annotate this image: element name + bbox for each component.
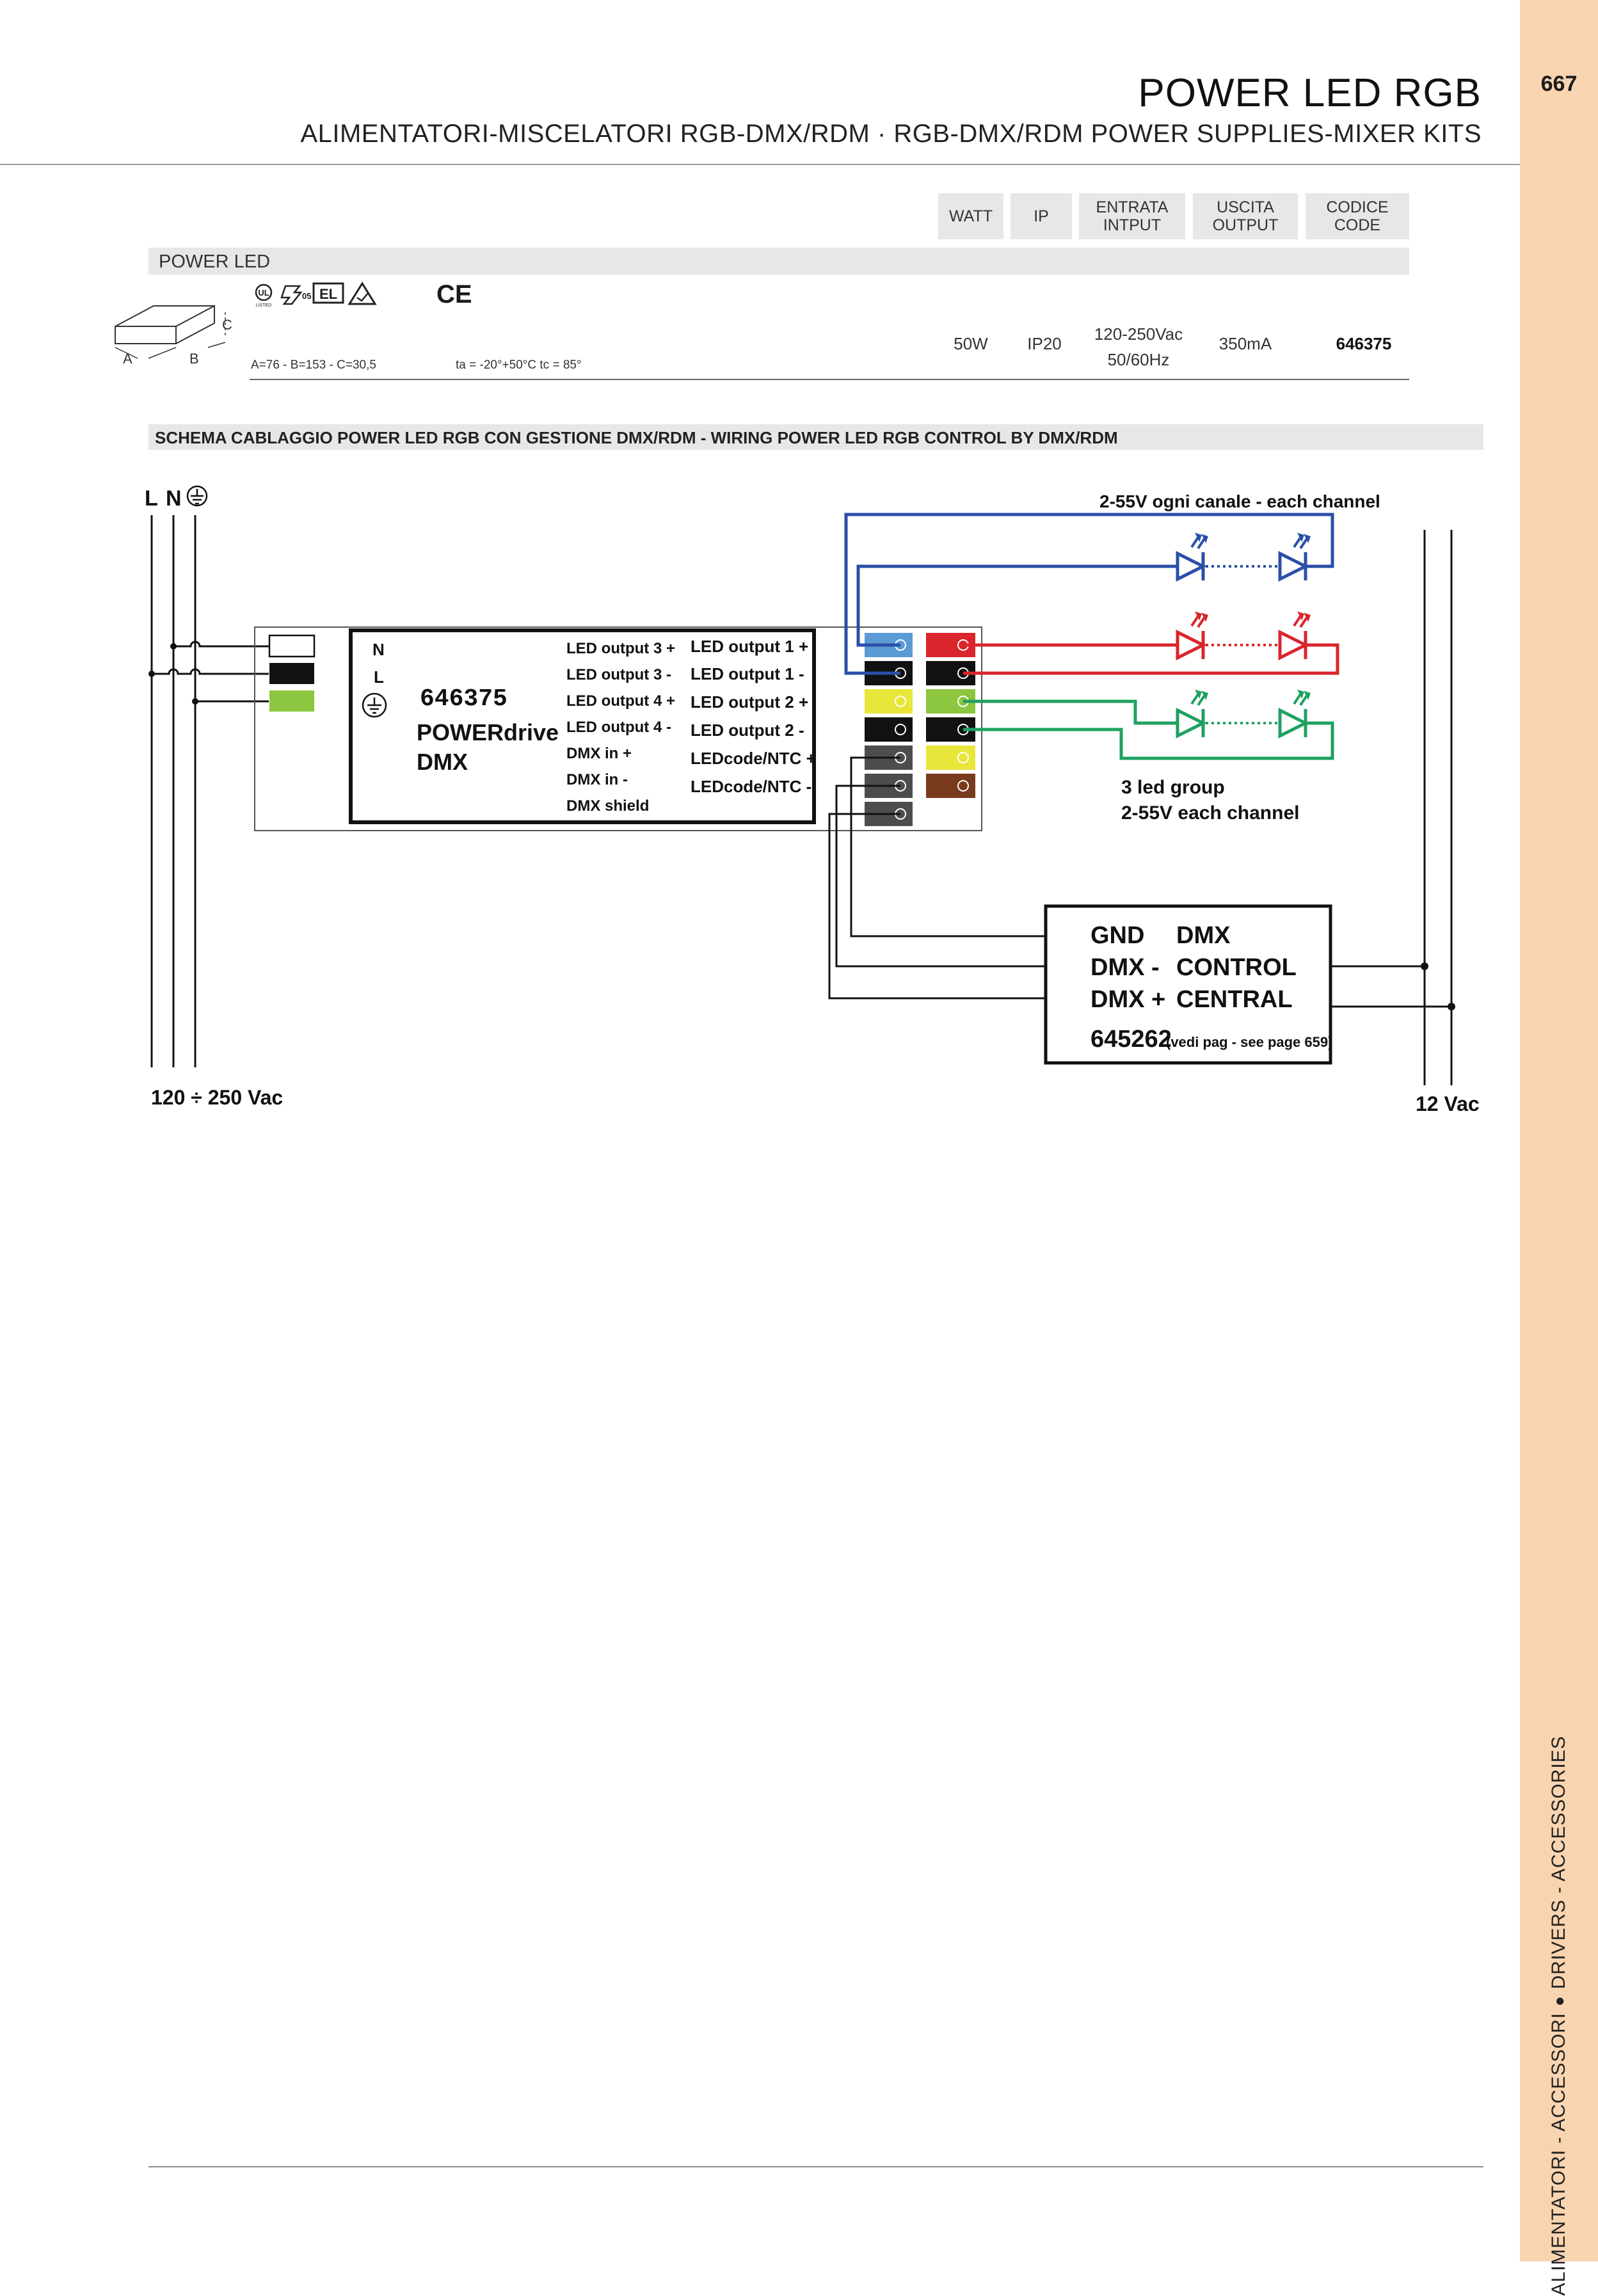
driver-left-label: LED output 3 - (566, 666, 671, 683)
wiring-section-title: SCHEMA CABLAGGIO POWER LED RGB CON GESTIONE DMX/RDM - WIRING POWER LED RGB CONTROL BY DMX/RDM (155, 428, 1118, 447)
driver-code: 646375 (420, 685, 507, 713)
cell-code: 646375 (1336, 334, 1392, 353)
controller-pin-dmx-minus: DMX - (1091, 954, 1160, 981)
mains-label-n: N (166, 486, 182, 511)
controller-function-line2: CONTROL (1176, 954, 1297, 981)
controller-pin-dmx-plus: DMX + (1091, 986, 1166, 1013)
wiring-diagram (0, 0, 1520, 1152)
controller-page-note: (vedi pag - see page 659) (1166, 1034, 1333, 1050)
low-voltage-label: 12 Vac (1416, 1092, 1480, 1115)
ce-mark: CE (436, 280, 472, 308)
cell-input: 120-250Vac 50/60Hz (1094, 324, 1183, 369)
driver-left-label: LED output 4 - (566, 719, 671, 736)
cell-output: 350mA (1218, 334, 1272, 353)
driver-left-label: DMX in + (566, 745, 632, 762)
driver-left-label: DMX shield (566, 797, 650, 815)
column-header-ip: IP (1011, 193, 1072, 239)
page-title: POWER LED RGB (1138, 71, 1482, 115)
driver-name-line1: POWERdrive (417, 719, 559, 745)
driver-right-label: LED output 1 - (691, 664, 804, 683)
mains-label-l: L (145, 486, 158, 511)
driver-terminal-l: L (374, 667, 384, 687)
dim-label-c: C (222, 317, 232, 333)
group-note-line2: 2-55V each channel (1121, 802, 1300, 824)
driver-name-line2: DMX (417, 749, 468, 775)
driver-terminal-n: N (372, 640, 385, 659)
channel-voltage-note: 2-55V ogni canale - each channel (1099, 491, 1380, 511)
svg-text:EL: EL (319, 286, 338, 302)
driver-right-label: LED output 1 + (691, 637, 809, 656)
side-separator: ● (1549, 1995, 1569, 2007)
driver-right-label: LEDcode/NTC - (691, 777, 812, 796)
dim-label-b: B (189, 351, 199, 367)
controller-code: 645262 (1091, 1026, 1172, 1053)
earth-icon (188, 486, 207, 506)
controller-pin-gnd: GND (1091, 922, 1145, 949)
product-band-label: POWER LED (159, 251, 271, 272)
column-header-output: USCITA OUTPUT (1193, 193, 1298, 239)
group-note-line1: 3 led group (1121, 777, 1225, 798)
side-category-en: DRIVERS - ACCESSORIES (1548, 1735, 1569, 1989)
driver-right-label: LED output 2 - (691, 721, 804, 740)
column-header-watt: WATT (938, 193, 1003, 239)
mains-voltage-label: 120 ÷ 250 Vac (151, 1086, 284, 1109)
product-dimensions: A=76 - B=153 - C=30,5 (251, 358, 376, 372)
controller-function-line3: CENTRAL (1176, 986, 1293, 1013)
column-header-code: CODICE CODE (1306, 193, 1409, 239)
svg-text:05: 05 (302, 291, 312, 301)
driver-right-label: LEDcode/NTC + (691, 749, 816, 768)
dim-label-a: A (123, 351, 132, 367)
page-number: 667 (1540, 72, 1578, 96)
product-temperatures: ta = -20°+50°C tc = 85° (456, 358, 582, 372)
side-category (1548, 1735, 1570, 2295)
svg-text:UL: UL (258, 288, 269, 298)
cell-watt: 50W (954, 334, 988, 353)
driver-left-label: LED output 4 + (566, 692, 675, 710)
page-subtitle: ALIMENTATORI-MISCELATORI RGB-DMX/RDM · RGB-DMX/RDM POWER SUPPLIES-MIXER KITS (300, 120, 1482, 148)
cell-ip: IP20 (1027, 334, 1062, 353)
svg-text:LISTED: LISTED (255, 303, 272, 308)
column-header-input: ENTRATA INTPUT (1079, 193, 1185, 239)
side-category-it: ALIMENTATORI - ACCESSORI (1548, 2013, 1569, 2296)
driver-left-label: DMX in - (566, 771, 628, 788)
footer-divider (148, 2166, 1483, 2167)
driver-right-label: LED output 2 + (691, 692, 809, 712)
controller-function-line1: DMX (1176, 922, 1231, 949)
driver-left-label: LED output 3 + (566, 640, 675, 657)
